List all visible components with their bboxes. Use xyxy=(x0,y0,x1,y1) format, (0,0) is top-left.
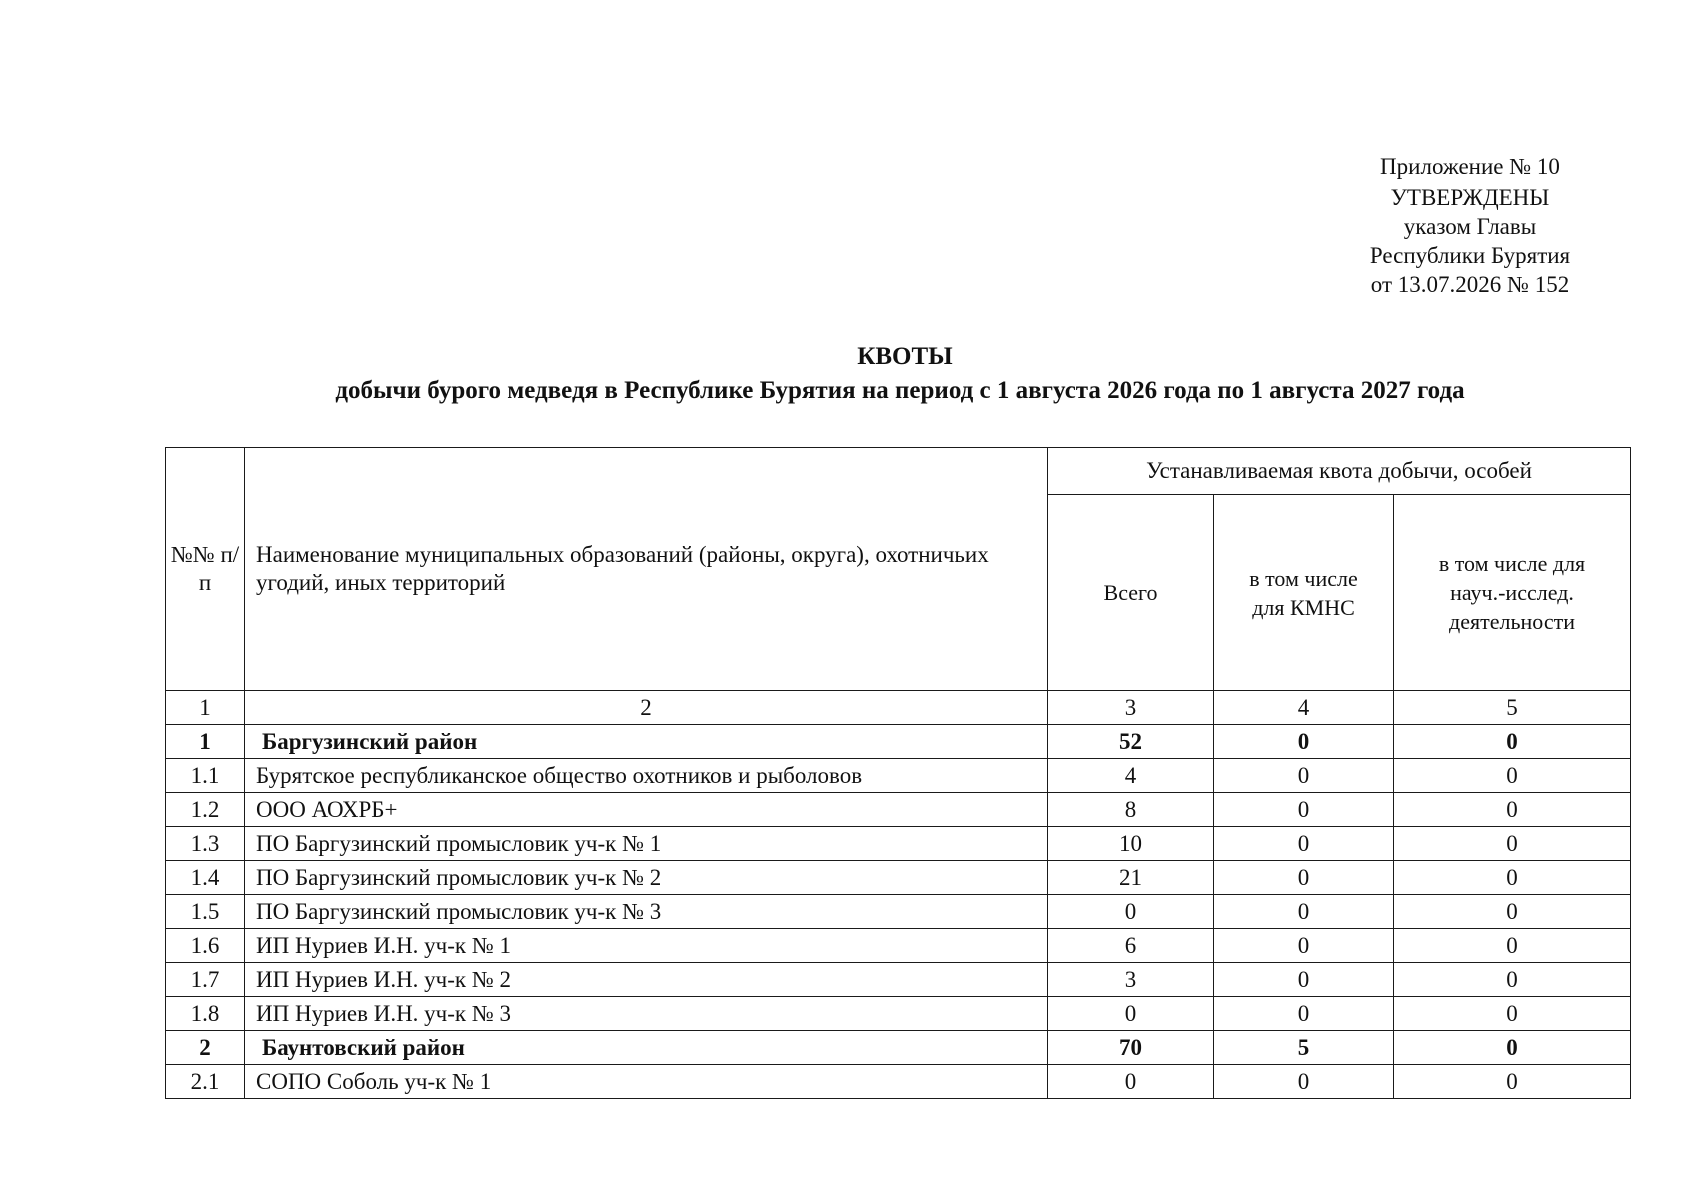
decree-date-number: от 13.07.2026 № 152 xyxy=(1370,272,1570,297)
row-number: 1.2 xyxy=(166,793,245,827)
title-subtitle: добычи бурого медведя в Республике Бурятия на период с 1 августа 2026 года по 1 августа 2027 года xyxy=(335,377,1465,404)
row-name: Баргузинский район xyxy=(245,725,1048,759)
row-total: 0 xyxy=(1048,1065,1214,1099)
row-kmns: 0 xyxy=(1214,929,1394,963)
district-row xyxy=(166,725,1631,759)
header-num: №№ п/п xyxy=(166,448,245,691)
title-main: КВОТЫ xyxy=(857,343,953,370)
row-total: 52 xyxy=(1048,725,1214,759)
row-kmns: 0 xyxy=(1214,725,1394,759)
table-row xyxy=(166,861,1631,895)
row-science: 0 xyxy=(1394,1031,1631,1065)
column-index: 1 xyxy=(166,691,245,725)
header-quota-group: Устанавливаемая квота добычи, особей xyxy=(1048,448,1631,495)
column-index: 2 xyxy=(245,691,1048,725)
column-index-row xyxy=(166,691,1631,725)
row-total: 3 xyxy=(1048,963,1214,997)
district-row xyxy=(166,1031,1631,1065)
column-index: 4 xyxy=(1214,691,1394,725)
row-name: Бурятское республиканское общество охотников и рыболовов xyxy=(245,759,1048,793)
row-name: ПО Баргузинский промысловик уч-к № 3 xyxy=(245,895,1048,929)
header-science-text: в том числе для науч.-исслед. деятельности xyxy=(1438,551,1586,634)
column-index: 3 xyxy=(1048,691,1214,725)
row-number: 2.1 xyxy=(166,1065,245,1099)
approved-label: УТВЕРЖДЕНЫ xyxy=(1390,185,1550,210)
row-science: 0 xyxy=(1394,895,1631,929)
row-name: СОПО Соболь уч-к № 1 xyxy=(245,1065,1048,1099)
table-row xyxy=(166,895,1631,929)
row-total: 0 xyxy=(1048,895,1214,929)
row-kmns: 0 xyxy=(1214,1065,1394,1099)
row-number: 2 xyxy=(166,1031,245,1065)
row-name: ПО Баргузинский промысловик уч-к № 1 xyxy=(245,827,1048,861)
row-science: 0 xyxy=(1394,1065,1631,1099)
row-total: 21 xyxy=(1048,861,1214,895)
row-science: 0 xyxy=(1394,861,1631,895)
row-science: 0 xyxy=(1394,793,1631,827)
header-kmns-text: в том числе для КМНС xyxy=(1249,565,1358,620)
row-number: 1.5 xyxy=(166,895,245,929)
row-number: 1.7 xyxy=(166,963,245,997)
row-total: 6 xyxy=(1048,929,1214,963)
row-science: 0 xyxy=(1394,963,1631,997)
table-row xyxy=(166,827,1631,861)
header-name: Наименование муниципальных образований (районы, округа), охотничьих угодий, иных территорий xyxy=(245,448,1048,691)
row-kmns: 0 xyxy=(1214,793,1394,827)
row-number: 1.1 xyxy=(166,759,245,793)
row-kmns: 0 xyxy=(1214,827,1394,861)
document-title xyxy=(165,340,1635,408)
row-science: 0 xyxy=(1394,827,1631,861)
header-kmns xyxy=(1214,495,1394,691)
row-name: ИП Нуриев И.Н. уч-к № 2 xyxy=(245,963,1048,997)
republic-label: Республики Бурятия xyxy=(1369,243,1571,268)
row-kmns: 0 xyxy=(1214,963,1394,997)
row-kmns: 0 xyxy=(1214,997,1394,1031)
decree-label: указом Главы xyxy=(1403,214,1537,239)
quota-table xyxy=(165,447,1631,1099)
table-row xyxy=(166,759,1631,793)
row-science: 0 xyxy=(1394,759,1631,793)
table-row xyxy=(166,997,1631,1031)
row-number: 1.4 xyxy=(166,861,245,895)
table-row xyxy=(166,929,1631,963)
row-name: Баунтовский район xyxy=(245,1031,1048,1065)
row-number: 1.3 xyxy=(166,827,245,861)
header-row-top xyxy=(166,448,1631,495)
row-total: 4 xyxy=(1048,759,1214,793)
column-index: 5 xyxy=(1394,691,1631,725)
approval-block xyxy=(1300,152,1640,299)
row-science: 0 xyxy=(1394,725,1631,759)
row-number: 1.6 xyxy=(166,929,245,963)
row-total: 70 xyxy=(1048,1031,1214,1065)
header-science xyxy=(1394,495,1631,691)
row-number: 1.8 xyxy=(166,997,245,1031)
table-row xyxy=(166,1065,1631,1099)
table-row xyxy=(166,793,1631,827)
row-kmns: 0 xyxy=(1214,861,1394,895)
row-science: 0 xyxy=(1394,929,1631,963)
row-total: 10 xyxy=(1048,827,1214,861)
table-row xyxy=(166,963,1631,997)
row-name: ИП Нуриев И.Н. уч-к № 3 xyxy=(245,997,1048,1031)
header-total: Всего xyxy=(1048,495,1214,691)
annex-number: Приложение № 10 xyxy=(1380,154,1560,179)
row-name: ИП Нуриев И.Н. уч-к № 1 xyxy=(245,929,1048,963)
row-name: ООО АОХРБ+ xyxy=(245,793,1048,827)
row-total: 8 xyxy=(1048,793,1214,827)
row-kmns: 0 xyxy=(1214,759,1394,793)
row-name: ПО Баргузинский промысловик уч-к № 2 xyxy=(245,861,1048,895)
row-science: 0 xyxy=(1394,997,1631,1031)
row-total: 0 xyxy=(1048,997,1214,1031)
row-number: 1 xyxy=(166,725,245,759)
row-kmns: 5 xyxy=(1214,1031,1394,1065)
row-kmns: 0 xyxy=(1214,895,1394,929)
